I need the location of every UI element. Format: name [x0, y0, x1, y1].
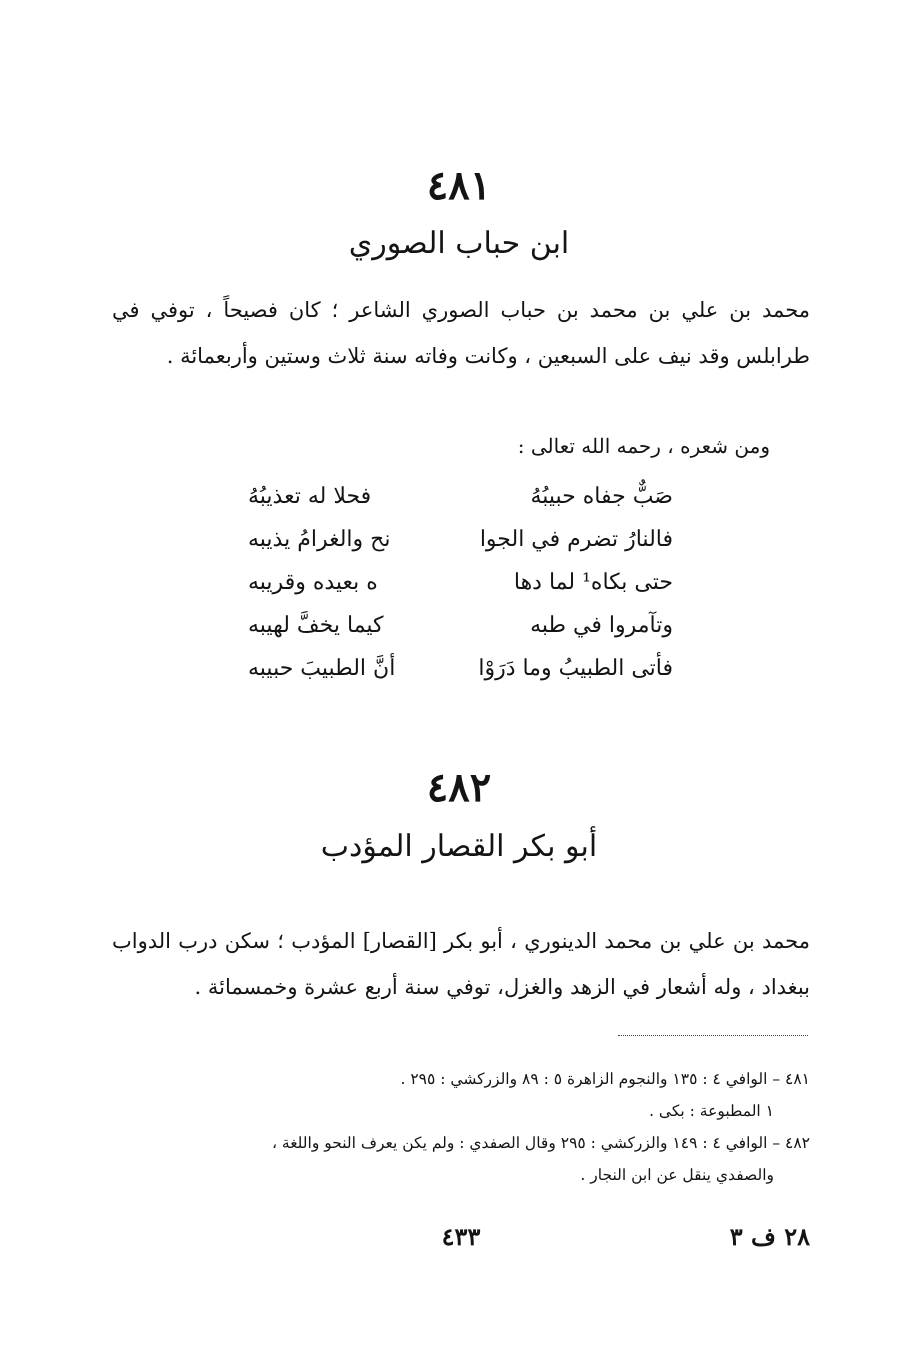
printer-signature: ٢٨ ف ٣: [729, 1222, 810, 1251]
poem-hemistich-first: فالنارُ تضرم في الجوا: [479, 527, 673, 552]
poem-line: [248, 561, 673, 604]
footnote-1: ١ المطبوعة : بكى .: [649, 1102, 774, 1120]
poem-line: [248, 647, 673, 690]
poem-line: [248, 518, 673, 561]
entry-body-text: محمد بن علي بن محمد بن حباب الصوري الشاعر ؛ كان فصيحاً ، توفي في طرابلس وقد نيف على السبعين ، وكانت وفاته سنة ثلاث وستين وأربعمائة .: [112, 298, 810, 368]
poem: [248, 475, 673, 690]
page-number: ٤٣٣: [441, 1222, 481, 1251]
poem-hemistich-first: وتآمروا في طبه: [530, 613, 673, 638]
footnotes: [112, 1063, 810, 1191]
page-footer: [112, 1222, 810, 1262]
poem-intro: ومن شعره ، رحمه الله تعالى :: [517, 434, 770, 458]
poem-hemistich-second: نح والغرامُ يذيبه: [248, 527, 391, 552]
poem-hemistich-second: ه بعيده وقريبه: [248, 570, 378, 595]
footnote-482-continued: والصفدي ينقل عن ابن النجار .: [580, 1166, 774, 1184]
entry-body-482: [112, 918, 810, 1010]
poem-line: [248, 604, 673, 647]
poem-hemistich-first: صَبٌّ جفاه حبيبُهُ: [530, 484, 673, 509]
poem-hemistich-second: فحلا له تعذيبُهُ: [248, 484, 372, 509]
poem-hemistich-second: كيما يخفَّ لهيبه: [248, 613, 384, 638]
poem-line: [248, 475, 673, 518]
poem-hemistich-second: أنَّ الطبيبَ حبيبه: [248, 656, 396, 681]
entry-title-481: ابن حباب الصوري: [348, 226, 570, 261]
poem-hemistich-first: فأتى الطبيبُ وما دَرَوْا: [478, 656, 673, 681]
entry-title-482: أبو بكر القصار المؤدب: [320, 829, 598, 864]
entry-body-text: محمد بن علي بن محمد الدينوري ، أبو بكر [القصار] المؤدب ؛ سكن درب الدواب ببغداد ، وله أشعار في الزهد والغزل، توفي سنة أربع عشرة وخمسمائة .: [112, 929, 810, 999]
entry-number-481: ٤٨١: [426, 162, 492, 209]
footnote-481: ٤٨١ – الوافي ٤ : ١٣٥ والنجوم الزاهرة ٥ : ٨٩ والزركشي : ٢٩٥ .: [400, 1070, 810, 1088]
entry-body-481: [112, 287, 810, 379]
footnote-482: ٤٨٢ – الوافي ٤ : ١٤٩ والزركشي : ٢٩٥ وقال الصفدي : ولم يكن يعرف النحو واللغة ،: [271, 1134, 810, 1152]
footnote-separator: [618, 1035, 808, 1036]
poem-hemistich-first: حتى بكاه¹ لما دها: [513, 570, 673, 595]
entry-number-482: ٤٨٢: [426, 764, 492, 811]
